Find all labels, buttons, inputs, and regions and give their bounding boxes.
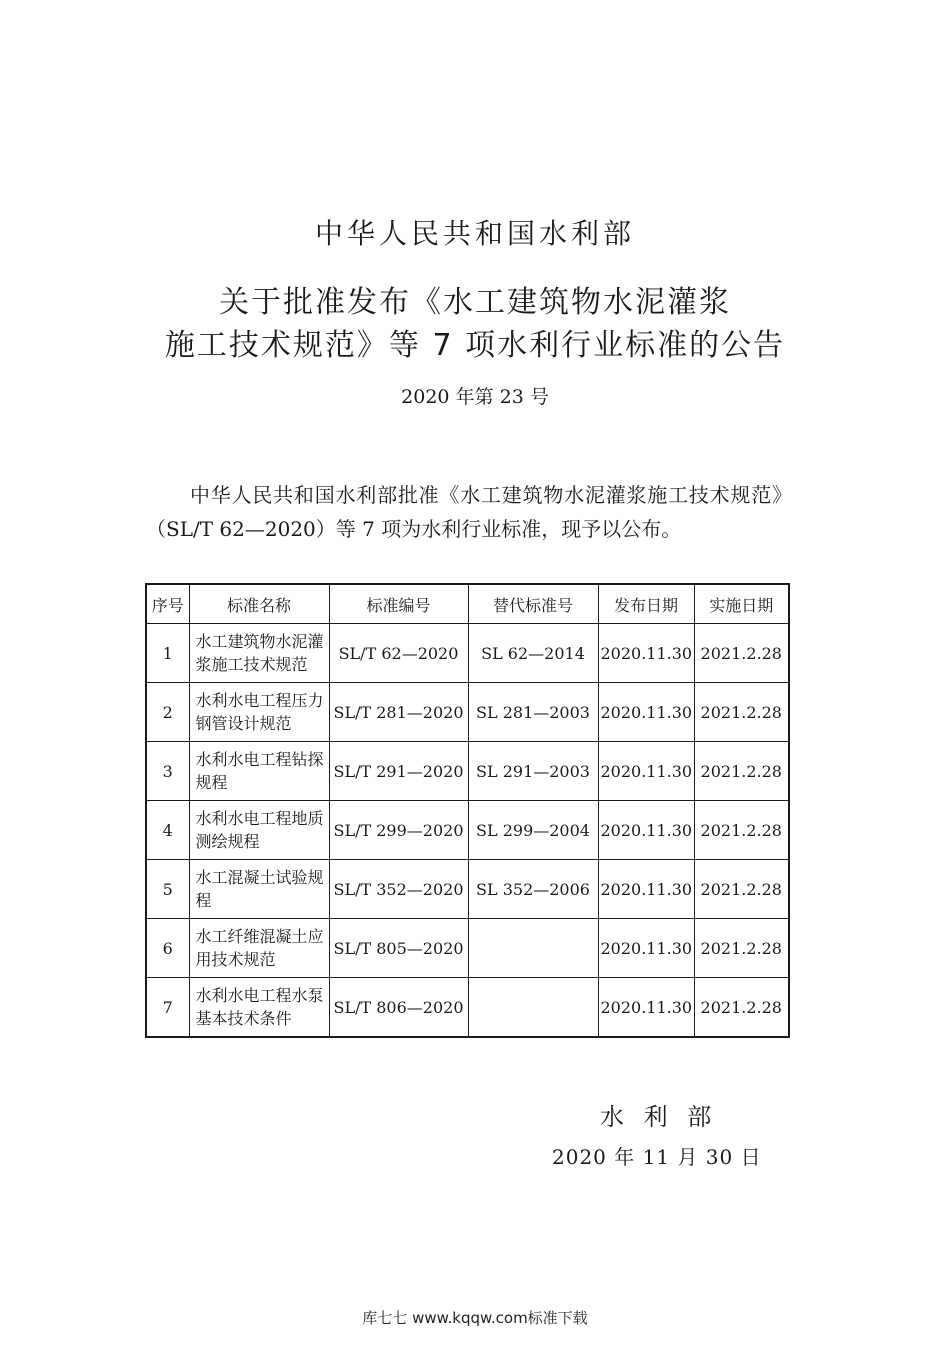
cell-replaces: SL 62—2014 xyxy=(468,624,598,683)
cell-code: SL/T 352—2020 xyxy=(329,860,468,919)
cell-no: 5 xyxy=(146,860,189,919)
cell-effective: 2021.2.28 xyxy=(694,860,789,919)
cell-published: 2020.11.30 xyxy=(598,683,694,742)
cell-effective: 2021.2.28 xyxy=(694,624,789,683)
cell-effective: 2021.2.28 xyxy=(694,801,789,860)
cell-replaces: SL 352—2006 xyxy=(468,860,598,919)
table-row xyxy=(146,624,789,683)
table-row xyxy=(146,860,789,919)
cell-published: 2020.11.30 xyxy=(598,801,694,860)
announcement-title-line-2: 施工技术规范》等 7 项水利行业标准的公告 xyxy=(164,328,786,363)
signature-issuer: 水 利 部 xyxy=(600,1103,718,1131)
document-number: 2020 年第 23 号 xyxy=(401,386,549,408)
table-body xyxy=(146,624,789,1038)
cell-name: 水利水电工程地质测绘规程 xyxy=(189,801,329,860)
intro-paragraph: 中华人民共和国水利部批准《水工建筑物水泥灌浆施工技术规范》（SL/T 62—2020）等 7 项为水利行业标准，现予以公布。 xyxy=(146,483,792,541)
table-row xyxy=(146,683,789,742)
cell-replaces: SL 291—2003 xyxy=(468,742,598,801)
cell-code: SL/T 299—2020 xyxy=(329,801,468,860)
cell-replaces xyxy=(468,978,598,1038)
table-row xyxy=(146,801,789,860)
cell-code: SL/T 806—2020 xyxy=(329,978,468,1038)
issuer-heading: 中华人民共和国水利部 xyxy=(314,217,635,250)
signature-date: 2020 年 11 月 30 日 xyxy=(552,1145,762,1169)
cell-code: SL/T 62—2020 xyxy=(329,624,468,683)
announcement-title-line-1: 关于批准发布《水工建筑物水泥灌浆 xyxy=(219,285,731,320)
header-cell-name: 标准名称 xyxy=(189,584,329,624)
cell-replaces xyxy=(468,919,598,978)
cell-name: 水利水电工程水泵基本技术条件 xyxy=(189,978,329,1038)
header-cell-replaces: 替代标准号 xyxy=(468,584,598,624)
cell-name: 水工建筑物水泥灌浆施工技术规范 xyxy=(189,624,329,683)
cell-name: 水工混凝土试验规程 xyxy=(189,860,329,919)
standards-table xyxy=(145,583,790,1038)
cell-effective: 2021.2.28 xyxy=(694,978,789,1038)
table-row xyxy=(146,919,789,978)
cell-name: 水利水电工程压力钢管设计规范 xyxy=(189,683,329,742)
cell-no: 6 xyxy=(146,919,189,978)
cell-no: 1 xyxy=(146,624,189,683)
cell-published: 2020.11.30 xyxy=(598,919,694,978)
cell-name: 水利水电工程钻探规程 xyxy=(189,742,329,801)
cell-replaces: SL 299—2004 xyxy=(468,801,598,860)
cell-no: 2 xyxy=(146,683,189,742)
footer-watermark-text: 库七七 www.kqqw.com标准下载 xyxy=(362,1309,588,1327)
header-cell-effective: 实施日期 xyxy=(694,584,789,624)
header-cell-no: 序号 xyxy=(146,584,189,624)
cell-code: SL/T 291—2020 xyxy=(329,742,468,801)
cell-effective: 2021.2.28 xyxy=(694,742,789,801)
cell-effective: 2021.2.28 xyxy=(694,683,789,742)
cell-published: 2020.11.30 xyxy=(598,742,694,801)
cell-published: 2020.11.30 xyxy=(598,860,694,919)
cell-code: SL/T 281—2020 xyxy=(329,683,468,742)
cell-replaces: SL 281—2003 xyxy=(468,683,598,742)
table-row xyxy=(146,978,789,1038)
cell-name: 水工纤维混凝土应用技术规范 xyxy=(189,919,329,978)
cell-no: 4 xyxy=(146,801,189,860)
cell-published: 2020.11.30 xyxy=(598,978,694,1038)
header-cell-code: 标准编号 xyxy=(329,584,468,624)
cell-no: 3 xyxy=(146,742,189,801)
cell-published: 2020.11.30 xyxy=(598,624,694,683)
header-cell-published: 发布日期 xyxy=(598,584,694,624)
cell-code: SL/T 805—2020 xyxy=(329,919,468,978)
table-row xyxy=(146,742,789,801)
cell-no: 7 xyxy=(146,978,189,1038)
table-header-row xyxy=(146,584,789,624)
cell-effective: 2021.2.28 xyxy=(694,919,789,978)
